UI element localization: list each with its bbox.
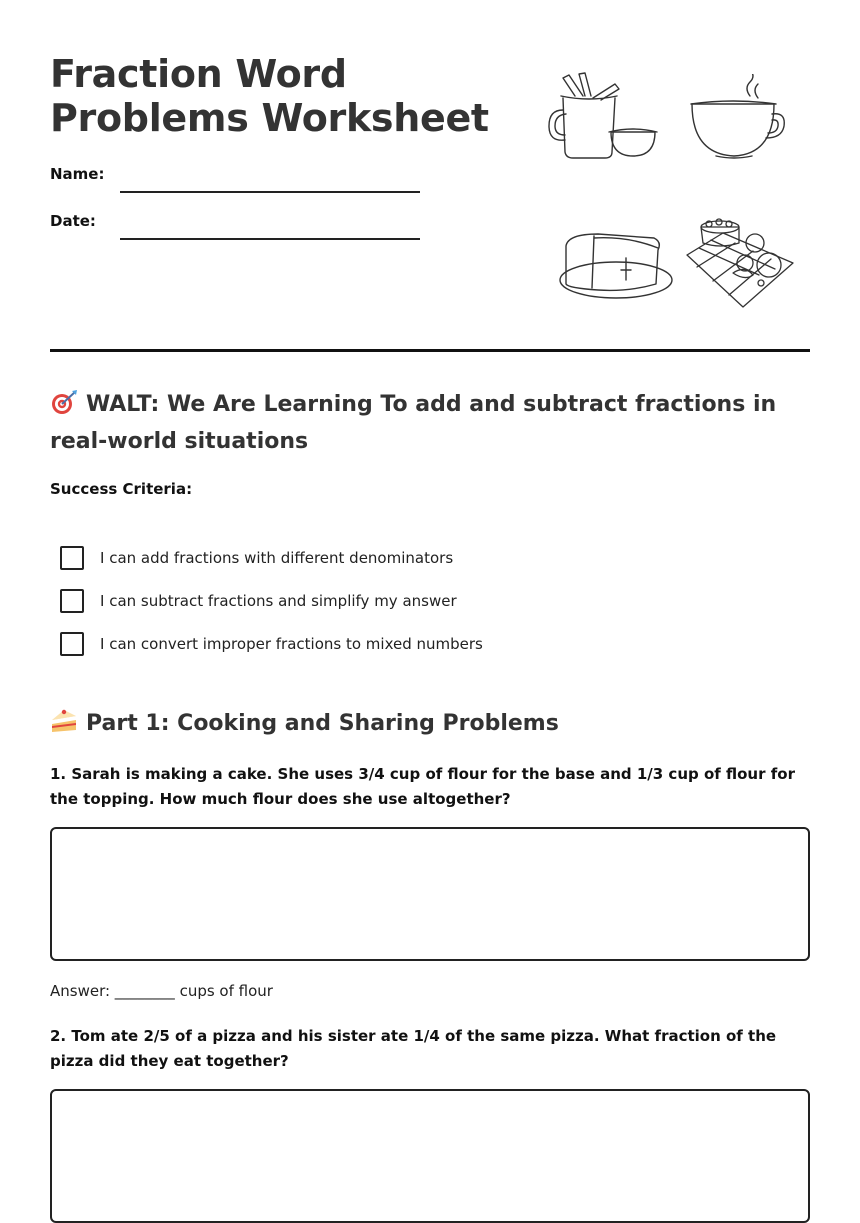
walt-heading [50, 386, 810, 460]
name-label: Name: [50, 165, 105, 183]
date-line[interactable] [120, 238, 420, 240]
answer-1-line: Answer: ________ cups of flour [50, 982, 273, 1000]
cake-icon [50, 708, 78, 734]
page-title: Fraction Word Problems Worksheet [50, 52, 489, 140]
walt-heading-text: WALT: We Are Learning To add and subtract fractions in real-world situations [50, 392, 777, 454]
criteria-checkbox[interactable] [60, 546, 84, 570]
criteria-text: I can convert improper fractions to mixed numbers [100, 635, 483, 653]
steaming-cup-icon [688, 74, 788, 162]
date-field-row [50, 212, 420, 230]
utensil-jar-icon [545, 72, 660, 162]
section-divider [50, 349, 810, 352]
criteria-item[interactable] [60, 632, 483, 656]
part1-heading [50, 705, 810, 742]
answer-box-2[interactable] [50, 1089, 810, 1223]
date-label: Date: [50, 212, 96, 230]
picnic-blanket-icon [683, 215, 795, 310]
criteria-checkbox[interactable] [60, 589, 84, 613]
question-1: 1. Sarah is making a cake. She uses 3/4 cup of flour for the base and 1/3 cup of flour for the topping. How much flour does she use altogether? [50, 765, 795, 808]
target-icon [50, 389, 78, 415]
success-criteria-label: Success Criteria: [50, 480, 193, 498]
criteria-checkbox[interactable] [60, 632, 84, 656]
question-2: 2. Tom ate 2/5 of a pizza and his sister ate 1/4 of the same pizza. What fraction of the pizza did they eat together? [50, 1027, 777, 1070]
criteria-text: I can subtract fractions and simplify my answer [100, 592, 457, 610]
name-line[interactable] [120, 191, 420, 193]
criteria-item[interactable] [60, 546, 453, 570]
bread-loaf-icon [558, 228, 676, 302]
part1-heading-text: Part 1: Cooking and Sharing Problems [86, 711, 559, 736]
criteria-text: I can add fractions with different denominators [100, 549, 454, 567]
answer-box-1[interactable] [50, 827, 810, 961]
name-field-row [50, 165, 420, 183]
criteria-item[interactable] [60, 589, 457, 613]
